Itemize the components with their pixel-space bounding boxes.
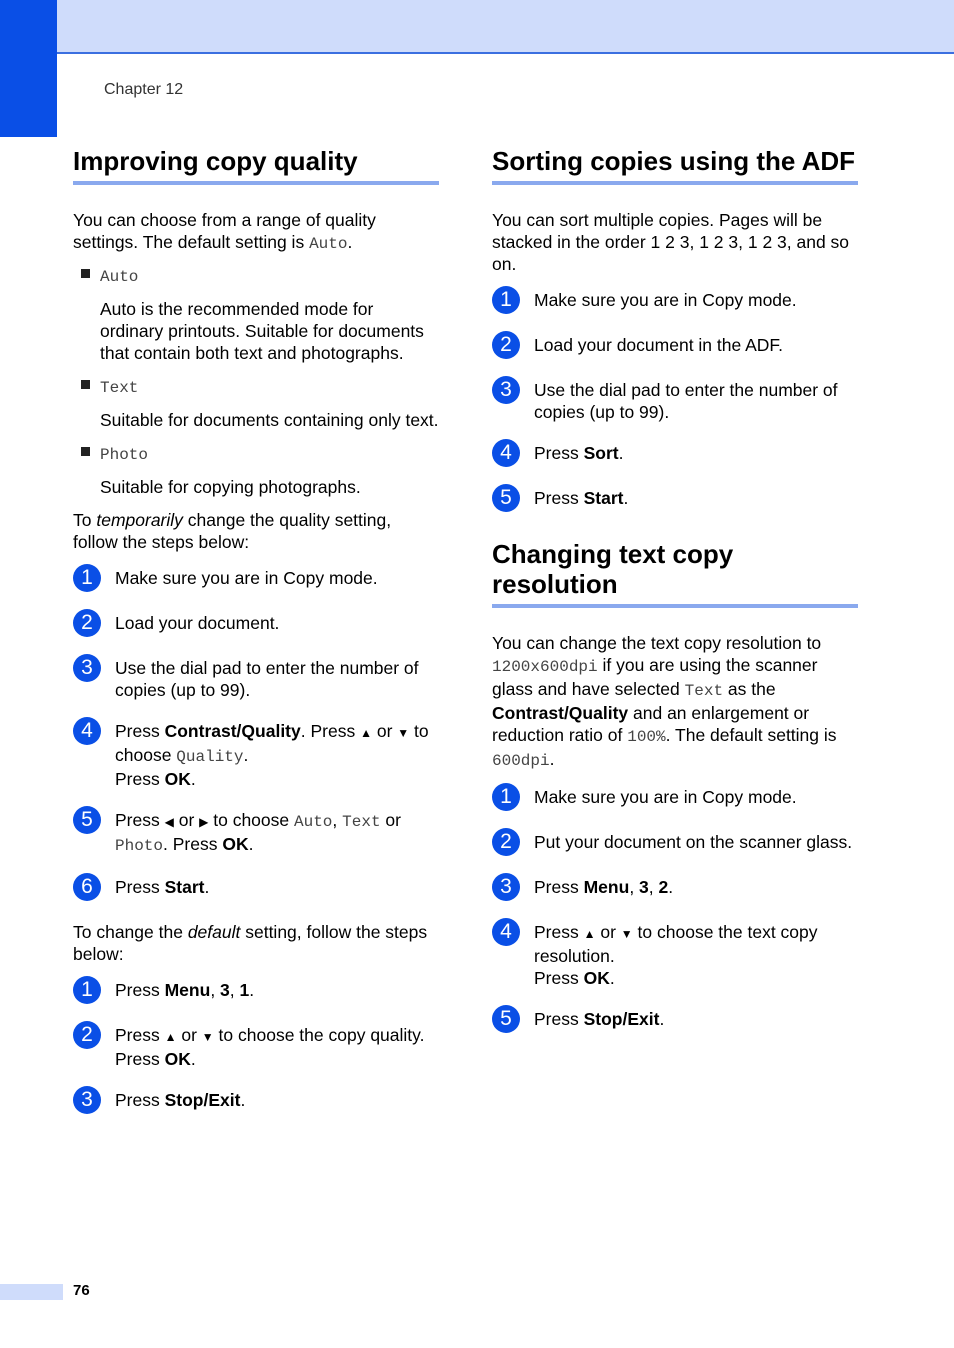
step-number: 1 [73, 976, 101, 1004]
step: 4 Press ▲ or ▼ to choose the text copy resolution. Press OK. [492, 921, 858, 989]
chapter-label: Chapter 12 [104, 81, 184, 98]
temporary-steps [73, 567, 439, 902]
arrow-down-icon: ▼ [201, 1030, 214, 1044]
step: 1 Make sure you are in Copy mode. [73, 567, 439, 593]
footer-band [0, 1284, 63, 1300]
sorting-intro: You can sort multiple copies. Pages will be stacked in the order 1 2 3, 1 2 3, 1 2 3, and so on. [492, 210, 850, 274]
arrow-right-icon: ▶ [199, 815, 209, 829]
option-auto: Auto [73, 264, 439, 288]
section-title-resolution: Changing text copy resolution [492, 539, 858, 608]
step: 3 Press Stop/Exit. [73, 1089, 439, 1115]
chapter-tab [0, 0, 57, 137]
step-number: 3 [73, 654, 101, 682]
step-number: 5 [492, 484, 520, 512]
arrow-down-icon: ▼ [397, 726, 410, 740]
resolution-intro: You can change the text copy resolution to 1200x600dpi if you are using the scanner glass and have selected Text as the Contrast/Quality and an enlargement or reduction ratio of 100%. The default setting is 600dpi. [492, 633, 837, 770]
step-number: 4 [492, 439, 520, 467]
quality-intro: You can choose from a range of quality settings. The default setting is Auto. [73, 210, 376, 253]
step: 3 Use the dial pad to enter the number of copies (up to 99). [73, 657, 439, 701]
step: 6 Press Start. [73, 876, 439, 902]
step: 5 Press Stop/Exit. [492, 1008, 858, 1034]
arrow-left-icon: ◀ [164, 815, 174, 829]
section-title-quality: Improving copy quality [73, 146, 439, 185]
step-number: 2 [492, 828, 520, 856]
step: 5 Press ◀ or ▶ to choose Auto, Text or Photo. Press OK. [73, 809, 439, 857]
arrow-up-icon: ▲ [164, 1030, 177, 1044]
option-photo-desc: Suitable for copying photographs. [100, 477, 361, 497]
step-number: 4 [492, 918, 520, 946]
step-number: 5 [492, 1005, 520, 1033]
step: 1 Press Menu, 3, 1. [73, 979, 439, 1005]
step-number: 6 [73, 873, 101, 901]
section-title-sorting: Sorting copies using the ADF [492, 146, 858, 185]
sorting-steps [492, 289, 858, 513]
step-number: 2 [73, 609, 101, 637]
step: 2 Load your document in the ADF. [492, 334, 858, 360]
square-bullet-icon [81, 447, 90, 456]
step-number: 3 [73, 1086, 101, 1114]
header-band [0, 0, 954, 54]
step: 5 Press Start. [492, 487, 858, 513]
option-photo: Photo [73, 442, 439, 466]
arrow-up-icon: ▲ [360, 726, 372, 740]
step-number: 1 [73, 564, 101, 592]
square-bullet-icon [81, 380, 90, 389]
step: 4 Press Sort. [492, 442, 858, 468]
option-text: Text [73, 375, 439, 399]
step: 2 Press ▲ or ▼ to choose the copy quality. Press OK. [73, 1024, 439, 1070]
step: 3 Press Menu, 3, 2. [492, 876, 858, 902]
default-intro: To change the default setting, follow the steps below: [73, 922, 428, 964]
step-number: 3 [492, 873, 520, 901]
step: 1 Make sure you are in Copy mode. [492, 786, 858, 812]
step-number: 2 [73, 1021, 101, 1049]
step: 3 Use the dial pad to enter the number of copies (up to 99). [492, 379, 858, 423]
step-number: 3 [492, 376, 520, 404]
page-number: 76 [73, 1282, 90, 1299]
option-auto-desc: Auto is the recommended mode for ordinary printouts. Suitable for documents that contain both text and photographs. [100, 299, 424, 363]
step: 4 Press Contrast/Quality. Press ▲ or ▼ to choose Quality. Press OK. [73, 720, 439, 790]
temporary-intro: To temporarily change the quality setting, follow the steps below: [73, 510, 392, 552]
option-text-desc: Suitable for documents containing only text. [100, 410, 439, 430]
arrow-up-icon: ▲ [583, 927, 596, 941]
resolution-steps [492, 786, 858, 1034]
square-bullet-icon [81, 269, 90, 278]
step: 2 Load your document. [73, 612, 439, 638]
step-number: 1 [492, 783, 520, 811]
step-number: 1 [492, 286, 520, 314]
right-column [492, 146, 858, 1053]
step: 2 Put your document on the scanner glass. [492, 831, 858, 857]
step-number: 2 [492, 331, 520, 359]
arrow-down-icon: ▼ [620, 927, 633, 941]
default-steps [73, 979, 439, 1115]
left-column [73, 146, 439, 1134]
step-number: 5 [73, 806, 101, 834]
step: 1 Make sure you are in Copy mode. [492, 289, 858, 315]
step-number: 4 [73, 717, 101, 745]
